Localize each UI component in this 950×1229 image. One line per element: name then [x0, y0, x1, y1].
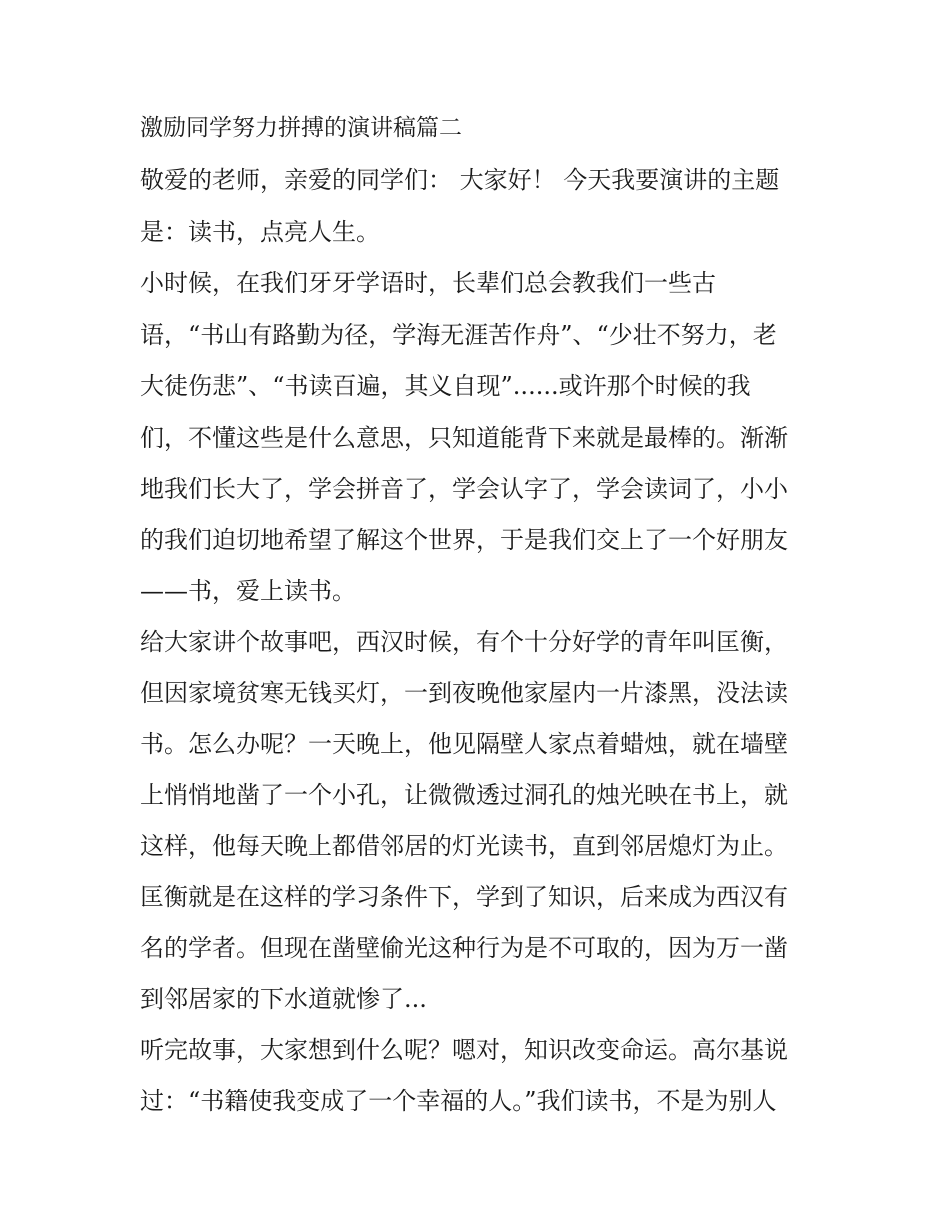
text-line: 匡衡就是在这样的学习条件下，学到了知识，后来成为西汉有: [140, 883, 788, 911]
text-line: 小时候，在我们牙牙学语时，长辈们总会教我们一些古: [140, 269, 716, 297]
text-line: 听完故事，大家想到什么呢？嗯对，知识改变命运。高尔基说: [140, 1036, 788, 1064]
text-line: 大徒伤悲”、“书读百遍，其义自现”......或许那个时候的我: [140, 372, 751, 400]
text-line: 们，不懂这些是什么意思，只知道能背下来就是最棒的。渐渐: [140, 424, 788, 452]
text-line: 语，“书山有路勤为径，学海无涯苦作舟”、“少壮不努力，老: [140, 321, 777, 349]
text-line: 是：读书，点亮人生。: [140, 218, 380, 246]
document-title: 激励同学努力拼搏的演讲稿篇二: [140, 115, 462, 141]
text-line: 的我们迫切地希望了解这个世界，于是我们交上了一个好朋友: [140, 526, 788, 554]
text-line: 书。怎么办呢？一天晚上，他见隔壁人家点着蜡烛，就在墙壁: [140, 730, 788, 758]
text-line: 这样，他每天晚上都借邻居的灯光读书，直到邻居熄灯为止。: [140, 832, 788, 860]
text-line: 过：“书籍使我变成了一个幸福的人。”我们读书，不是为别人: [140, 1087, 777, 1115]
text-line: 但因家境贫寒无钱买灯，一到夜晚他家屋内一片漆黑，没法读: [140, 679, 788, 707]
text-line: 名的学者。但现在凿壁偷光这种行为是不可取的，因为万一凿: [140, 934, 788, 962]
text-line: 地我们长大了，学会拼音了，学会认字了，学会读词了，小小: [140, 475, 788, 503]
text-line: ——书，爱上读书。: [140, 577, 356, 605]
text-line: 上悄悄地凿了一个小孔，让微微透过洞孔的烛光映在书上，就: [140, 781, 788, 809]
text-line: 敬爱的老师，亲爱的同学们： 大家好！ 今天我要演讲的主题: [140, 166, 780, 194]
text-line: 给大家讲个故事吧，西汉时候，有个十分好学的青年叫匡衡，: [140, 628, 788, 656]
text-line: 到邻居家的下水道就惨了...: [140, 985, 427, 1013]
